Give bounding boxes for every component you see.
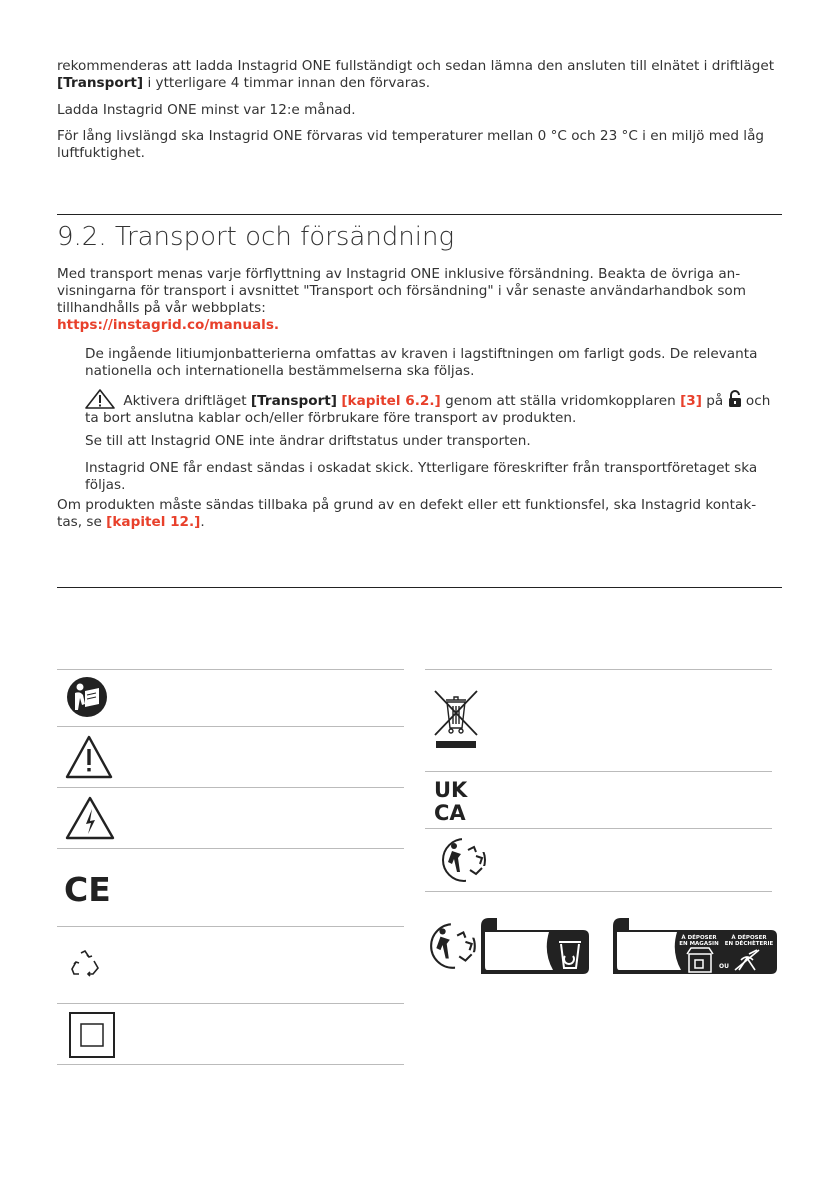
svg-text:À DÉPOSER: À DÉPOSER <box>681 935 717 941</box>
list-item: De ingående litiumjonbatterierna omfattas av kraven i lagstiftningen om farligt gods. De relevanta nationella och internationella bestämmelserna ska följas. <box>85 346 758 379</box>
ce-mark-icon <box>64 870 111 909</box>
svg-text:À DÉPOSER: À DÉPOSER <box>731 935 767 941</box>
section-divider <box>57 214 782 215</box>
sorting-label-deposit <box>611 916 779 976</box>
svg-text:UK: UK <box>434 778 468 802</box>
chapter-ref-6-2[interactable]: [kapitel 6.2.] <box>341 393 441 409</box>
list-item: Se till att Instagrid ONE inte ändrar driftstatus under transporten. <box>85 433 531 449</box>
svg-text:EN DÉCHÈTERIE: EN DÉCHÈTERIE <box>724 941 774 947</box>
triman-label-icon <box>428 916 480 976</box>
list-item: Instagrid ONE får endast sändas i oskadat skick. Ytterligare föreskrifter från transportföretaget ska följas. <box>85 460 758 493</box>
sorting-label-bin <box>479 916 591 976</box>
triman-icon <box>440 836 490 884</box>
chapter-ref-12[interactable]: [kapitel 12.] <box>106 514 201 530</box>
intro-paragraph-1: rekommenderas att ladda Instagrid ONE fullständigt och sedan lämna den ansluten till elnätet i driftläget [Transport] i ytterligare 4 timmar innan den förvaras. <box>57 58 775 91</box>
svg-text:CA: CA <box>434 801 466 825</box>
electric-hazard-icon <box>65 796 115 840</box>
unlocked-icon <box>728 391 742 407</box>
weee-crossed-bin-icon <box>432 688 480 750</box>
recycling-icon <box>70 949 100 977</box>
section-intro: Med transport menas varje förflyttning av Instagrid ONE inklusive försändning. Beakta de övriga an-visningarna för transport i avsnittet "Transport och försändning" i vår senaste användarhandbok som tillhandhålls på vår webbplats: https://instagrid.co/manuals. <box>57 266 746 333</box>
warning-triangle-icon <box>65 735 113 779</box>
transport-mode-label: [Transport] <box>57 75 144 91</box>
svg-text:EN MAGASIN: EN MAGASIN <box>679 941 719 947</box>
defect-paragraph: Om produkten måste sändas tillbaka på grund av en defekt eller ett funktionsfel, ska Instagrid kontak-tas, se [kapitel 12.]. <box>57 497 757 530</box>
read-manual-icon <box>66 676 108 718</box>
intro-paragraph-3: För lång livslängd ska Instagrid ONE förvaras vid temperaturer mellan 0 °C och 23 °C i en miljö med låg luftfuktighet. <box>57 128 765 161</box>
manuals-link[interactable]: https://instagrid.co/manuals. <box>57 317 280 333</box>
svg-text:OU: OU <box>719 963 729 970</box>
ukca-mark-icon <box>433 777 477 823</box>
list-item-transport-warning: Aktivera driftläget [Transport] [kapitel 6.2.] genom att ställa vridomkopplaren [3] på och ta bort anslutna kablar och/eller förbrukare före transport av produkten. <box>85 389 781 427</box>
warning-icon <box>85 389 115 409</box>
svg-text:CE: CE <box>64 870 111 909</box>
section-divider <box>57 587 782 588</box>
class-ii-double-insulation-icon <box>69 1012 115 1058</box>
section-title: 9.2. Transport och försändning <box>57 222 455 252</box>
intro-paragraph-2: Ladda Instagrid ONE minst var 12:e månad. <box>57 102 356 118</box>
